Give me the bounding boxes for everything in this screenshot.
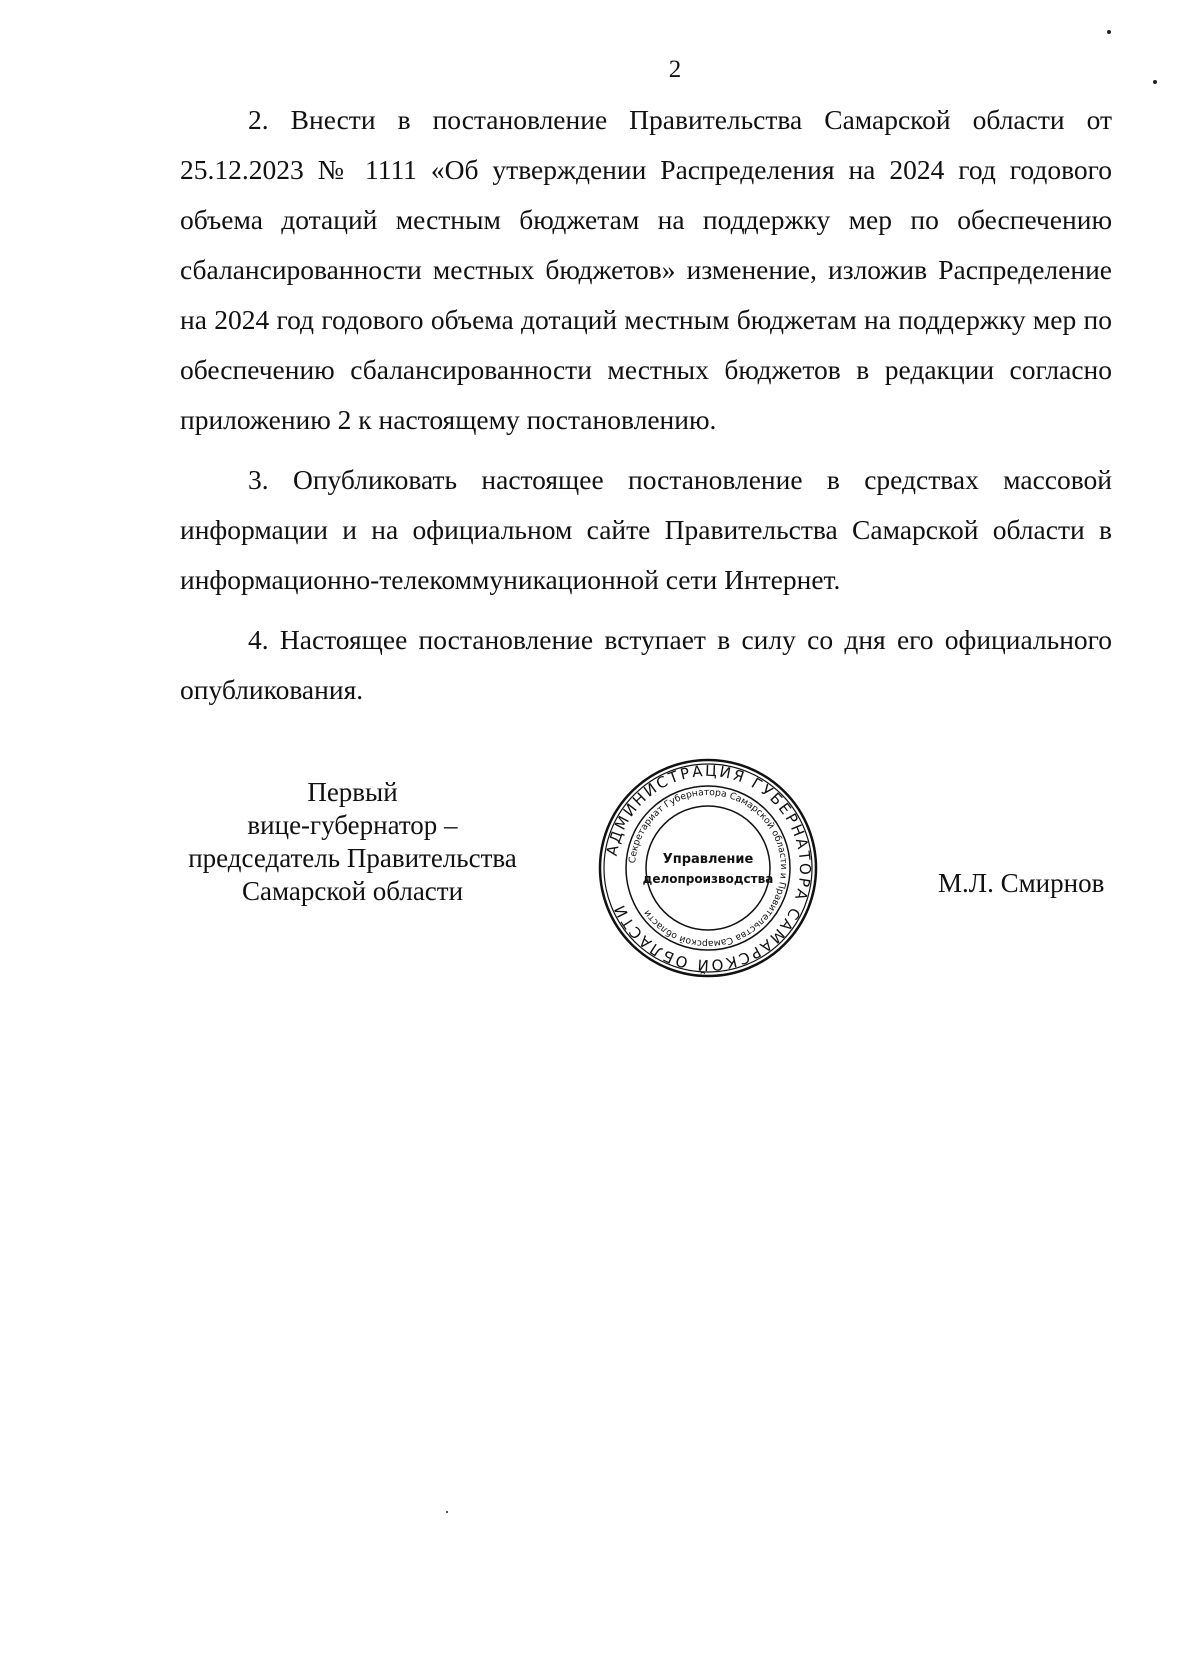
signatory-title (180, 776, 525, 908)
signatory-title-line: вице-губернатор – (247, 810, 458, 840)
document-body (180, 95, 1112, 725)
page-number: 2 (668, 56, 682, 83)
signatory-name: М.Л. Смирнов (938, 868, 1105, 898)
official-stamp (597, 757, 819, 979)
stamp-outer-text: АДМИНИСТРАЦИЯ ГУБЕРНАТОРА САМАРСКОЙ ОБЛАСТИ (602, 761, 815, 975)
stamp-middle-circle (626, 786, 790, 950)
signatory-title-line: Самарской области (241, 876, 464, 906)
scan-speck (1107, 30, 1111, 34)
signatory-title-line: Первый (307, 777, 398, 807)
stamp-inner-text: Секретариат Губернатора Самарской области и Правительства Самарской области (627, 786, 790, 950)
stamp-inner-circle (646, 806, 770, 930)
signatory-title-line: председатель Правительства (188, 843, 517, 873)
stamp-center-line1: Управление (662, 852, 754, 867)
paragraph-4: 4. Настоящее постановление вступает в силу со дня его официального опубликования. (180, 624, 1112, 705)
scan-speck (446, 1511, 448, 1513)
stamp-center-line2: делопроизводства (642, 872, 774, 886)
paragraph-2: 2. Внести в постановление Правительства Самарской области от 25.12.2023 № 1111 «Об утверждении Распределения на 2024 год годового объема дотаций местным бюджетам на поддержку мер по обеспечению сбалансированности местных бюджетов» изменение, изложив Распределение на 2024 год годового объема дотаций местным бюджетам на поддержку мер по обеспечению сбалансированности местных бюджетов в редакции согласно приложению 2 к настоящему постановлению. (180, 104, 1112, 435)
paragraph-3: 3. Опубликовать настоящее постановление в средствах массовой информации и на официальном сайте Правительства Самарской области в информационно-телекоммуникационной сети Интернет. (180, 464, 1112, 595)
scan-speck (1153, 80, 1157, 84)
